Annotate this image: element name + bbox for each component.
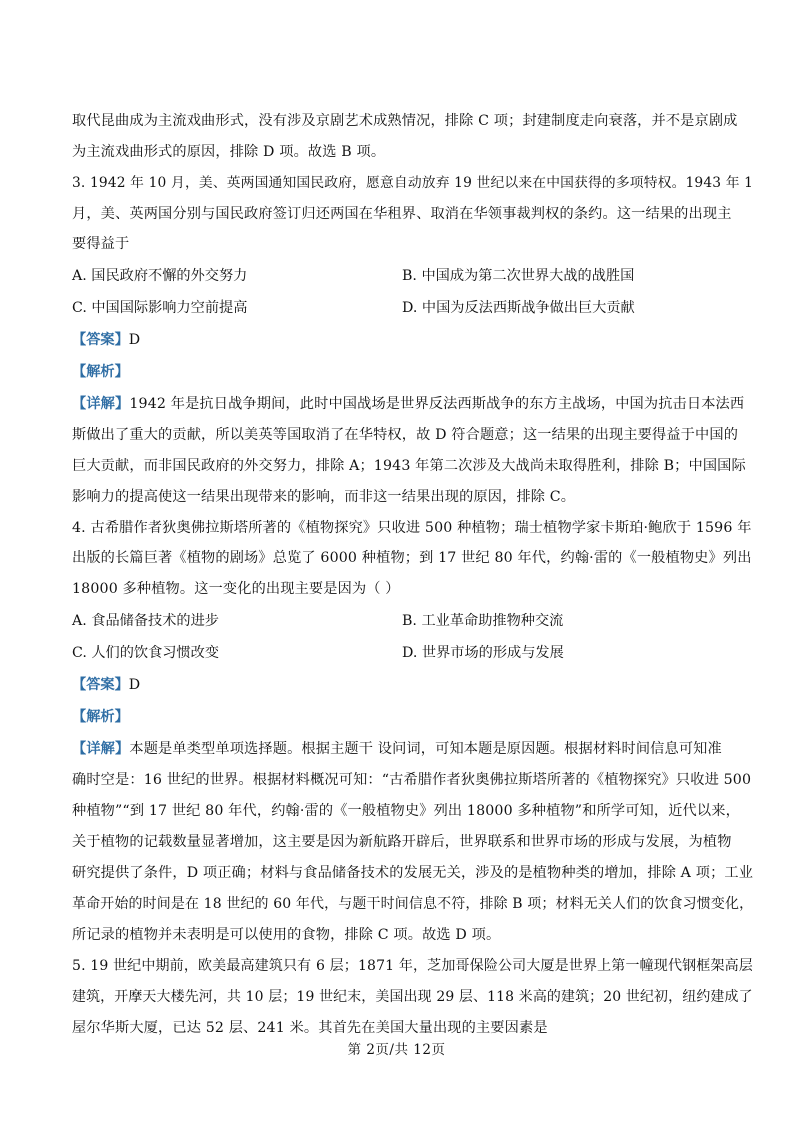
question-3-stem: 要得益于 xyxy=(72,236,130,252)
answer-tag: 【答案】 xyxy=(72,677,129,693)
question-3-detail: 影响力的提高使这一结果出现带来的影响，而非这一结果出现的原因，排除 C。 xyxy=(72,489,576,505)
answer-value: D xyxy=(128,677,141,693)
question-4-option-d: D. 世界市场的形成与发展 xyxy=(402,645,564,661)
question-4-detail: 革命开始的时间是在 18 世纪的 60 年代，与题干时间信息不符，排除 B 项；材料无关人们的饮食习惯变化， xyxy=(72,896,754,912)
question-4-option-c: C. 人们的饮食习惯改变 xyxy=(72,645,220,661)
question-4-detail: 研究提供了条件，D 项正确；材料与食品储备技术的发展无关，涉及的是植物种类的增加，排除 A 项；工业 xyxy=(72,865,754,881)
answer-tag: 【答案】 xyxy=(72,332,129,348)
question-3-answer xyxy=(72,330,140,350)
question-3-stem: 月，美、英两国分别与国民政府签订归还两国在华租界、取消在华领事裁判权的条约。这一结果的出现主 xyxy=(72,206,732,222)
analysis-tag: 【解析】 xyxy=(72,709,129,725)
question-3-option-c: C. 中国国际影响力空前提高 xyxy=(72,300,248,316)
detail-text: 本题是单类型单项选择题。根据主题干 设问词，可知本题是原因题。根据材料时间信息可知准 xyxy=(129,741,722,757)
body-text-line: 为主流戏曲形式的原因，排除 D 项。故选 B 项。 xyxy=(72,144,386,160)
question-3-detail: 斯做出了重大的贡献，所以美英等国取消了在华特权，故 D 符合题意；这一结果的出现主要得益于中国的 xyxy=(72,427,739,443)
question-5-stem: 屋尔华斯大厦，已达 52 层、241 米。其首先在美国大量出现的主要因素是 xyxy=(72,1020,548,1036)
question-5-stem: 建筑，开摩天大楼先河，共 10 层；19 世纪末，美国出现 29 层、118 米高的建筑；20 世纪初，纽约建成了 xyxy=(72,989,753,1005)
question-4-option-b: B. 工业革命助推物种交流 xyxy=(402,613,564,629)
answer-value: D xyxy=(128,332,141,348)
body-text-line: 取代昆曲成为主流戏曲形式，没有涉及京剧艺术成熟情况，排除 C 项；封建制度走向衰落，并不是京剧成 xyxy=(72,113,738,129)
question-3-option-d: D. 中国为反法西斯战争做出巨大贡献 xyxy=(402,300,635,316)
question-3-stem: 3. 1942 年 10 月，美、英两国通知国民政府，愿意自动放弃 19 世纪以来在中国获得的多项特权。1943 年 1 xyxy=(72,175,754,191)
question-3-option-b: B. 中国成为第二次世界大战的战胜国 xyxy=(402,268,635,284)
detail-tag: 【详解】 xyxy=(72,396,130,412)
question-4-stem: 4. 古希腊作者狄奥佛拉斯塔所著的《植物探究》只收进 500 种植物；瑞士植物学家卡斯珀·鲍欣于 1596 年 xyxy=(72,520,752,536)
question-4-detail xyxy=(72,739,722,759)
question-4-detail: 关于植物的记载数量显著增加，这主要是因为新航路开辟后，世界联系和世界市场的形成与发展，为植物 xyxy=(72,834,732,850)
question-3-analysis-heading xyxy=(72,362,129,382)
detail-text: 1942 年是抗日战争期间，此时中国战场是世界反法西斯战争的东方主战场，中国为抗击日本法西 xyxy=(129,396,745,412)
question-3-detail xyxy=(72,394,744,414)
analysis-tag: 【解析】 xyxy=(72,364,129,380)
question-4-option-a: A. 食品储备技术的进步 xyxy=(72,613,219,629)
question-5-stem: 5. 19 世纪中期前，欧美最高建筑只有 6 层；1871 年，芝加哥保险公司大厦是世界上第一幢现代钢框架高层 xyxy=(72,958,753,974)
question-4-detail: 种植物”“到 17 世纪 80 年代，约翰·雷的《一般植物史》列出 18000 多种植物”和所学可知，近代以来， xyxy=(72,803,740,819)
question-4-stem: 18000 多种植物。这一变化的出现主要是因为（ ） xyxy=(72,581,400,597)
question-4-stem: 出版的长篇巨著《植物的剧场》总览了 6000 种植物；到 17 世纪 80 年代，约翰·雷的《一般植物史》列出 xyxy=(72,550,752,566)
page-number-footer: 第 2页/共 12页 xyxy=(347,1042,446,1058)
detail-tag: 【详解】 xyxy=(72,741,130,757)
question-4-detail: 确时空是：16 世纪的世界。根据材料概况可知：“古希腊作者狄奥佛拉斯塔所著的《植物探究》只收进 500 xyxy=(72,772,752,788)
question-3-option-a: A. 国民政府不懈的外交努力 xyxy=(72,268,248,284)
question-4-analysis-heading xyxy=(72,707,129,727)
question-3-detail: 巨大贡献，而非国民政府的外交努力，排除 A；1943 年第二次涉及大战尚未取得胜利，排除 B；中国国际 xyxy=(72,458,746,474)
question-4-detail: 所记录的植物并未表明是可以使用的食物，排除 C 项。故选 D 项。 xyxy=(72,927,501,943)
question-4-answer xyxy=(72,675,140,695)
